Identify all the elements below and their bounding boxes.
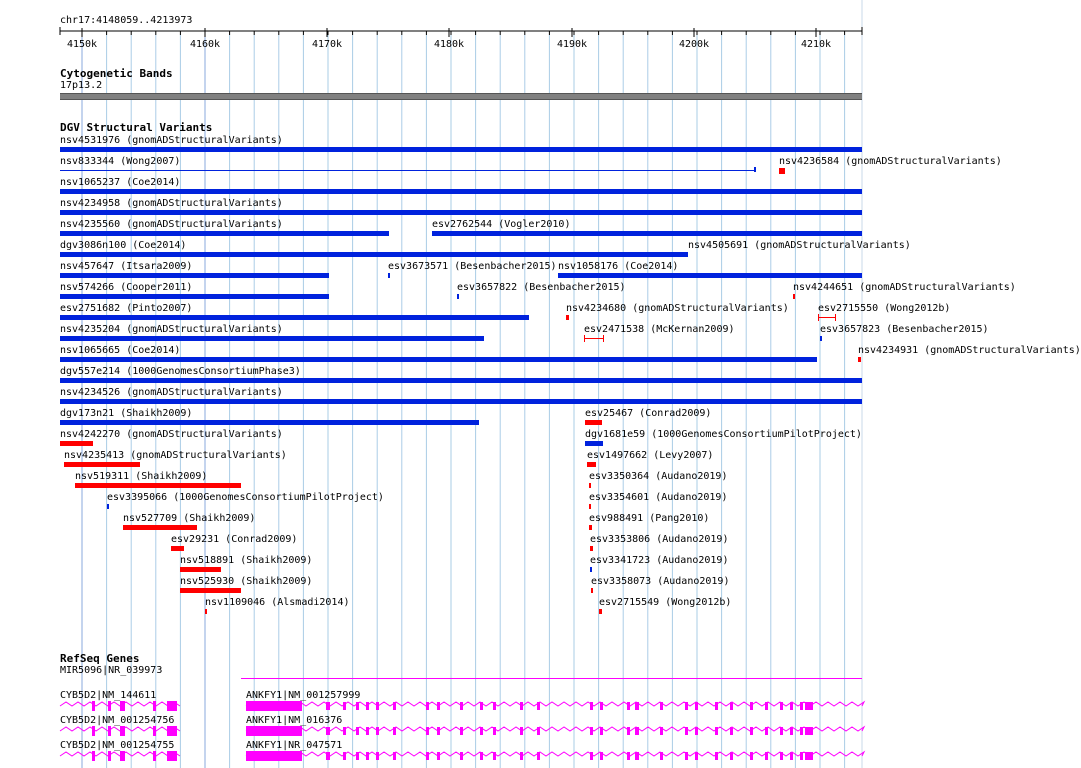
ankfy1-exon[interactable] [493, 727, 496, 735]
ankfy1-exon[interactable] [246, 701, 302, 711]
dgv-feature-label[interactable]: esv3350364 (Audano2019) [589, 471, 728, 482]
dgv-feature-cap [754, 167, 756, 172]
dgv-feature-bar[interactable] [599, 609, 602, 614]
dgv-feature-bar[interactable] [60, 252, 688, 257]
dgv-feature-cap [835, 314, 836, 321]
ankfy1-exon[interactable] [343, 727, 346, 735]
dgv-feature-label[interactable]: esv3657822 (Besenbacher2015) [457, 282, 626, 293]
dgv-feature-label[interactable]: nsv4235413 (gnomADStructuralVariants) [64, 450, 287, 461]
cyb5d2-exon[interactable] [120, 701, 125, 711]
ankfy1-exon[interactable] [635, 702, 639, 710]
dgv-feature-label[interactable]: esv2751682 (Pinto2007) [60, 303, 193, 314]
cyb5d2-exon[interactable] [167, 751, 177, 761]
dgv-feature-label[interactable]: dgv173n21 (Shaikh2009) [60, 408, 193, 419]
dgv-feature-bar[interactable] [60, 189, 862, 194]
dgv-feature-label[interactable]: nsv4235560 (gnomADStructuralVariants) [60, 219, 283, 230]
dgv-feature-bar[interactable] [779, 168, 785, 174]
cyto-band-bar[interactable] [60, 93, 862, 100]
dgv-feature-bar[interactable] [60, 147, 862, 152]
ankfy1-intron [246, 727, 864, 731]
refseq-genes [0, 668, 890, 768]
ankfy1-exon[interactable] [730, 752, 733, 760]
ankfy1-intron [246, 702, 864, 706]
dgv-feature-label[interactable]: nsv1058176 (Coe2014) [558, 261, 679, 272]
ruler-tick-label: 4190k [556, 39, 588, 50]
dgv-feature-bar[interactable] [858, 357, 861, 362]
ankfy1-exon[interactable] [393, 702, 396, 710]
ankfy1-exon[interactable] [635, 752, 639, 760]
dgv-feature-label[interactable]: nsv4531976 (gnomADStructuralVariants) [60, 135, 283, 146]
cyto-band-label: 17p13.2 [60, 80, 103, 91]
dgv-feature-label[interactable]: esv25467 (Conrad2009) [585, 408, 712, 419]
ankfy1-exon[interactable] [600, 752, 603, 760]
dgv-feature-label[interactable]: dgv557e214 (1000GenomesConsortiumPhase3) [60, 366, 301, 377]
dgv-feature-bar[interactable] [60, 170, 754, 171]
ankfy1-exon[interactable] [730, 727, 733, 735]
ankfy1-exon[interactable] [426, 727, 429, 735]
ankfy1-exon[interactable] [326, 702, 330, 710]
dgv-feature-label[interactable]: nsv4505691 (gnomADStructuralVariants) [688, 240, 911, 251]
ankfy1-exon[interactable] [780, 727, 783, 735]
ankfy1-exon[interactable] [537, 702, 540, 710]
dgv-feature-bar[interactable] [171, 546, 184, 551]
dgv-feature-bar[interactable] [107, 504, 109, 509]
dgv-feature-label[interactable]: esv3353806 (Audano2019) [590, 534, 729, 545]
dgv-feature-bar[interactable] [584, 338, 604, 339]
dgv-feature-label[interactable]: nsv4244651 (gnomADStructuralVariants) [793, 282, 1016, 293]
ankfy1-exon[interactable] [695, 752, 698, 760]
ankfy1-exon[interactable] [246, 751, 302, 761]
ankfy1-exon[interactable] [635, 727, 639, 735]
ankfy1-exon[interactable] [356, 752, 359, 760]
ankfy1-exon[interactable] [685, 727, 688, 735]
dgv-feature-bar[interactable] [589, 483, 591, 488]
ankfy1-exon[interactable] [426, 702, 429, 710]
cyb5d2-exon[interactable] [153, 701, 156, 711]
ankfy1-exon[interactable] [790, 702, 793, 710]
dgv-feature-bar[interactable] [60, 294, 329, 299]
ankfy1-exon[interactable] [715, 752, 718, 760]
ruler-tick-label: 4200k [678, 39, 710, 50]
ankfy1-exon[interactable] [366, 727, 369, 735]
ankfy1-exon[interactable] [480, 702, 483, 710]
ankfy1-exon[interactable] [376, 727, 379, 735]
dgv-feature-label[interactable]: nsv1065665 (Coe2014) [60, 345, 181, 356]
dgv-feature-bar[interactable] [432, 231, 862, 236]
dgv-feature-bar[interactable] [589, 504, 591, 509]
dgv-feature-bar[interactable] [590, 567, 592, 572]
dgv-feature-cap [603, 335, 604, 342]
ankfy1-exon[interactable] [685, 752, 688, 760]
ankfy1-exon[interactable] [437, 727, 440, 735]
ankfy1-exon[interactable] [660, 702, 663, 710]
gene-label-cyb5d2[interactable]: CYB5D2|NM_144611 [60, 690, 157, 701]
dgv-feature-bar[interactable] [60, 420, 479, 425]
dgv-feature-bar[interactable] [585, 441, 603, 446]
ankfy1-exon[interactable] [326, 727, 330, 735]
ankfy1-exon[interactable] [426, 752, 429, 760]
dgv-feature-cap [584, 335, 585, 342]
dgv-feature-label[interactable]: nsv833344 (Wong2007) [60, 156, 181, 167]
ankfy1-exon[interactable] [805, 727, 813, 735]
ankfy1-exon[interactable] [326, 752, 330, 760]
cyb5d2-exon[interactable] [167, 726, 177, 736]
ankfy1-exon[interactable] [790, 752, 793, 760]
ankfy1-exon[interactable] [356, 702, 359, 710]
ankfy1-exon[interactable] [805, 702, 813, 710]
cyb5d2-exon[interactable] [108, 726, 111, 736]
dgv-feature-label[interactable]: esv2471538 (McKernan2009) [584, 324, 735, 335]
dgv-feature-label[interactable]: esv3657823 (Besenbacher2015) [820, 324, 989, 335]
dgv-feature-label[interactable]: nsv4236584 (gnomADStructuralVariants) [779, 156, 1002, 167]
dgv-feature-label[interactable]: nsv4234680 (gnomADStructuralVariants) [566, 303, 789, 314]
dgv-feature-bar[interactable] [60, 378, 862, 383]
ruler-tick-label: 4160k [189, 39, 221, 50]
ankfy1-exon[interactable] [356, 727, 359, 735]
dgv-feature-bar[interactable] [60, 273, 329, 278]
ankfy1-exon[interactable] [780, 702, 783, 710]
dgv-feature-label[interactable]: nsv574266 (Cooper2011) [60, 282, 193, 293]
dgv-feature-bar[interactable] [64, 462, 140, 467]
cyb5d2-exon[interactable] [108, 751, 111, 761]
ruler-tick-label: 4150k [66, 39, 98, 50]
cyb5d2-exon[interactable] [153, 751, 156, 761]
dgv-feature-label[interactable]: esv2715550 (Wong2012b) [818, 303, 951, 314]
dgv-feature-bar[interactable] [587, 462, 596, 467]
dgv-feature-label[interactable]: nsv457647 (Itsara2009) [60, 261, 193, 272]
dgv-feature-bar[interactable] [818, 317, 836, 318]
ruler-tick-label: 4210k [800, 39, 832, 50]
ankfy1-intron [246, 752, 864, 756]
ankfy1-exon[interactable] [660, 727, 663, 735]
dgv-feature-bar[interactable] [60, 399, 862, 404]
ankfy1-exon[interactable] [493, 752, 496, 760]
dgv-feature-bar[interactable] [820, 336, 822, 341]
dgv-feature-label[interactable]: nsv4235204 (gnomADStructuralVariants) [60, 324, 283, 335]
dgv-feature-label[interactable]: nsv518891 (Shaikh2009) [180, 555, 313, 566]
dgv-feature-label[interactable]: esv29231 (Conrad2009) [171, 534, 298, 545]
dgv-feature-bar[interactable] [123, 525, 197, 530]
dgv-feature-label[interactable]: esv2762544 (Vogler2010) [432, 219, 571, 230]
dgv-feature-label[interactable]: nsv4234958 (gnomADStructuralVariants) [60, 198, 283, 209]
mir-gene-label[interactable]: MIR5096|NR_039973 [60, 665, 163, 676]
ankfy1-exon[interactable] [800, 702, 803, 710]
ankfy1-exon[interactable] [590, 702, 593, 710]
ankfy1-exon[interactable] [376, 702, 379, 710]
dgv-feature-label[interactable]: nsv1109046 (Alsmadi2014) [205, 597, 350, 608]
dgv-feature-bar[interactable] [457, 294, 459, 299]
refseq-track-title: RefSeq Genes [60, 652, 140, 665]
cyto-track-title: Cytogenetic Bands [60, 67, 173, 80]
dgv-feature-label[interactable]: esv3358073 (Audano2019) [591, 576, 730, 587]
ankfy1-exon[interactable] [800, 752, 803, 760]
cyb5d2-exon[interactable] [167, 701, 177, 711]
ankfy1-exon[interactable] [600, 727, 603, 735]
dgv-feature-label[interactable]: nsv519311 (Shaikh2009) [75, 471, 208, 482]
ankfy1-exon[interactable] [376, 752, 379, 760]
gene-label-ankfy1[interactable]: ANKFY1|NM_001257999 [246, 690, 361, 701]
dgv-feature-label[interactable]: esv3341723 (Audano2019) [590, 555, 729, 566]
ankfy1-exon[interactable] [600, 702, 603, 710]
ankfy1-exon[interactable] [343, 752, 346, 760]
dgv-feature-bar[interactable] [558, 273, 862, 278]
ankfy1-exon[interactable] [695, 727, 698, 735]
ankfy1-exon[interactable] [780, 752, 783, 760]
ankfy1-exon[interactable] [520, 727, 523, 735]
dgv-feature-bar[interactable] [180, 588, 241, 593]
ankfy1-exon[interactable] [393, 727, 396, 735]
ankfy1-exon[interactable] [480, 752, 483, 760]
dgv-feature-bar[interactable] [60, 210, 862, 215]
gene-label-ankfy1[interactable]: ANKFY1|NR_047571 [246, 740, 343, 751]
ankfy1-exon[interactable] [790, 727, 793, 735]
dgv-feature-bar[interactable] [205, 609, 207, 614]
dgv-feature-cap [818, 314, 819, 321]
ankfy1-exon[interactable] [366, 752, 369, 760]
dgv-track-title: DGV Structural Variants [60, 121, 213, 134]
ankfy1-exon[interactable] [480, 727, 483, 735]
ruler-tick-label: 4170k [311, 39, 343, 50]
ankfy1-exon[interactable] [765, 727, 768, 735]
ankfy1-exon[interactable] [246, 726, 302, 736]
cyb5d2-exon[interactable] [108, 701, 111, 711]
dgv-feature-label[interactable]: nsv525930 (Shaikh2009) [180, 576, 313, 587]
cyb5d2-exon[interactable] [92, 751, 95, 761]
ankfy1-exon[interactable] [537, 752, 540, 760]
ankfy1-exon[interactable] [460, 702, 463, 710]
ankfy1-exon[interactable] [805, 752, 813, 760]
dgv-feature-bar[interactable] [60, 441, 93, 446]
dgv-feature-label[interactable]: esv3673571 (Besenbacher2015) [388, 261, 557, 272]
dgv-feature-label[interactable]: esv988491 (Pang2010) [589, 513, 710, 524]
cyb5d2-exon[interactable] [92, 701, 95, 711]
dgv-feature-bar[interactable] [388, 273, 390, 278]
ankfy1-exon[interactable] [685, 702, 688, 710]
ankfy1-exon[interactable] [493, 702, 496, 710]
ruler-tick-label: 4180k [433, 39, 465, 50]
ankfy1-exon[interactable] [460, 752, 463, 760]
ankfy1-exon[interactable] [660, 752, 663, 760]
gene-label-cyb5d2[interactable]: CYB5D2|NM_001254755 [60, 740, 175, 751]
cyb5d2-exon[interactable] [153, 726, 156, 736]
ankfy1-exon[interactable] [750, 752, 753, 760]
dgv-feature-label[interactable]: esv3395066 (1000GenomesConsortiumPilotProject) [107, 492, 384, 503]
dgv-feature-label[interactable]: nsv527709 (Shaikh2009) [123, 513, 256, 524]
ankfy1-exon[interactable] [537, 727, 540, 735]
dgv-feature-bar[interactable] [75, 483, 241, 488]
cyb5d2-exon[interactable] [92, 726, 95, 736]
ankfy1-exon[interactable] [590, 727, 593, 735]
dgv-feature-bar[interactable] [686, 252, 688, 257]
ankfy1-exon[interactable] [750, 702, 753, 710]
ankfy1-exon[interactable] [765, 752, 768, 760]
dgv-feature-bar[interactable] [566, 315, 569, 320]
ankfy1-exon[interactable] [750, 727, 753, 735]
ankfy1-exon[interactable] [765, 702, 768, 710]
dgv-feature-label[interactable]: esv3354601 (Audano2019) [589, 492, 728, 503]
ankfy1-exon[interactable] [393, 752, 396, 760]
ankfy1-exon[interactable] [437, 702, 440, 710]
ankfy1-exon[interactable] [437, 752, 440, 760]
cyb5d2-exon[interactable] [120, 751, 125, 761]
dgv-feature-bar[interactable] [60, 315, 529, 320]
dgv-feature-label[interactable]: nsv1065237 (Coe2014) [60, 177, 181, 188]
gene-label-cyb5d2[interactable]: CYB5D2|NM_001254756 [60, 715, 175, 726]
ankfy1-exon[interactable] [460, 727, 463, 735]
ankfy1-exon[interactable] [520, 752, 523, 760]
dgv-feature-bar[interactable] [60, 336, 484, 341]
ankfy1-exon[interactable] [715, 727, 718, 735]
dgv-feature-label[interactable]: dgv3086n100 (Coe2014) [60, 240, 187, 251]
locus-label: chr17:4148059..4213973 [60, 15, 193, 26]
dgv-feature-label[interactable]: esv2715549 (Wong2012b) [599, 597, 732, 608]
ankfy1-exon[interactable] [627, 727, 630, 735]
ankfy1-exon[interactable] [343, 702, 346, 710]
cyb5d2-exon[interactable] [120, 726, 125, 736]
dgv-feature-bar[interactable] [591, 588, 593, 593]
dgv-feature-bar[interactable] [585, 420, 602, 425]
dgv-feature-bar[interactable] [590, 546, 593, 551]
dgv-feature-label[interactable]: nsv4234526 (gnomADStructuralVariants) [60, 387, 283, 398]
ankfy1-exon[interactable] [800, 727, 803, 735]
dgv-feature-label[interactable]: nsv4234931 (gnomADStructuralVariants) [858, 345, 1081, 356]
dgv-feature-label[interactable]: nsv4242270 (gnomADStructuralVariants) [60, 429, 283, 440]
ankfy1-exon[interactable] [520, 702, 523, 710]
dgv-feature-label[interactable]: dgv1681e59 (1000GenomesConsortiumPilotProject) [585, 429, 862, 440]
dgv-feature-label[interactable]: esv1497662 (Levy2007) [587, 450, 714, 461]
dgv-feature-bar[interactable] [589, 525, 592, 530]
ankfy1-exon[interactable] [695, 702, 698, 710]
ankfy1-exon[interactable] [590, 752, 593, 760]
ankfy1-exon[interactable] [627, 702, 630, 710]
dgv-feature-bar[interactable] [793, 294, 795, 299]
dgv-feature-bar[interactable] [180, 567, 221, 572]
ankfy1-exon[interactable] [627, 752, 630, 760]
ankfy1-exon[interactable] [366, 702, 369, 710]
gene-label-ankfy1[interactable]: ANKFY1|NM_016376 [246, 715, 343, 726]
dgv-feature-bar[interactable] [60, 231, 389, 236]
dgv-feature-bar[interactable] [60, 357, 817, 362]
ankfy1-exon[interactable] [715, 702, 718, 710]
ankfy1-exon[interactable] [730, 702, 733, 710]
